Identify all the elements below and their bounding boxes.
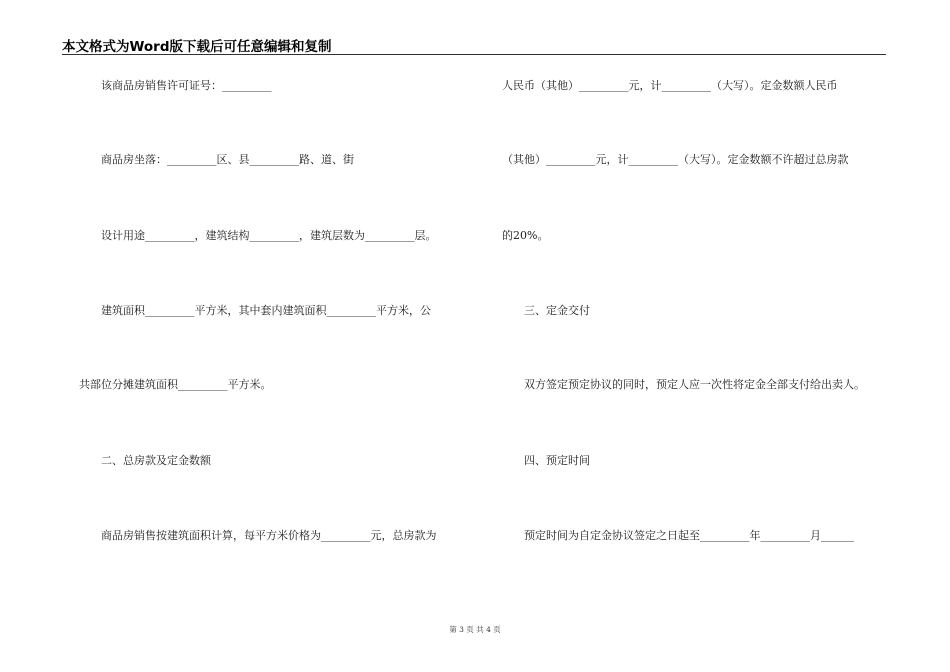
right-para-percentage: 的20%。	[502, 229, 549, 242]
left-para-design-use: 设计用途_________，建筑结构_________，建筑层数为_________层。	[101, 229, 437, 242]
right-heading-reservation-time: 四、预定时间	[524, 454, 590, 467]
page-footer: 第 3 页 共 4 页	[449, 625, 501, 634]
left-heading-total-price: 二、总房款及定金数额	[101, 454, 211, 467]
page-header	[62, 32, 886, 55]
right-para-payment-terms: 双方签定预定协议的同时，预定人应一次性将定金全部支付给出卖人。	[524, 378, 865, 391]
left-para-location: 商品房坐落：_________区、县_________路、道、街	[101, 153, 354, 166]
right-para-deposit-amount: （其他）_________元，计_________（大写）。定金数额不许超过总房款	[502, 153, 849, 166]
left-para-shared-area: 共部位分摊建筑面积_________平方米。	[79, 378, 272, 391]
right-para-rmb-total: 人民币（其他）_________元，计_________（大写）。定金数额人民币	[502, 79, 838, 92]
left-para-license-number: 该商品房销售许可证号：_________	[101, 79, 272, 92]
left-para-building-area: 建筑面积_________平方米，其中套内建筑面积_________平方米，公	[101, 304, 431, 317]
header-title: 本文格式为Word版下载后可任意编辑和复制	[62, 39, 332, 55]
right-para-reservation-period: 预定时间为自定金协议签定之日起至_________年_________月______	[524, 529, 854, 542]
left-para-unit-price: 商品房销售按建筑面积计算，每平方米价格为_________元，总房款为	[101, 529, 437, 542]
right-heading-deposit-payment: 三、定金交付	[524, 304, 590, 317]
